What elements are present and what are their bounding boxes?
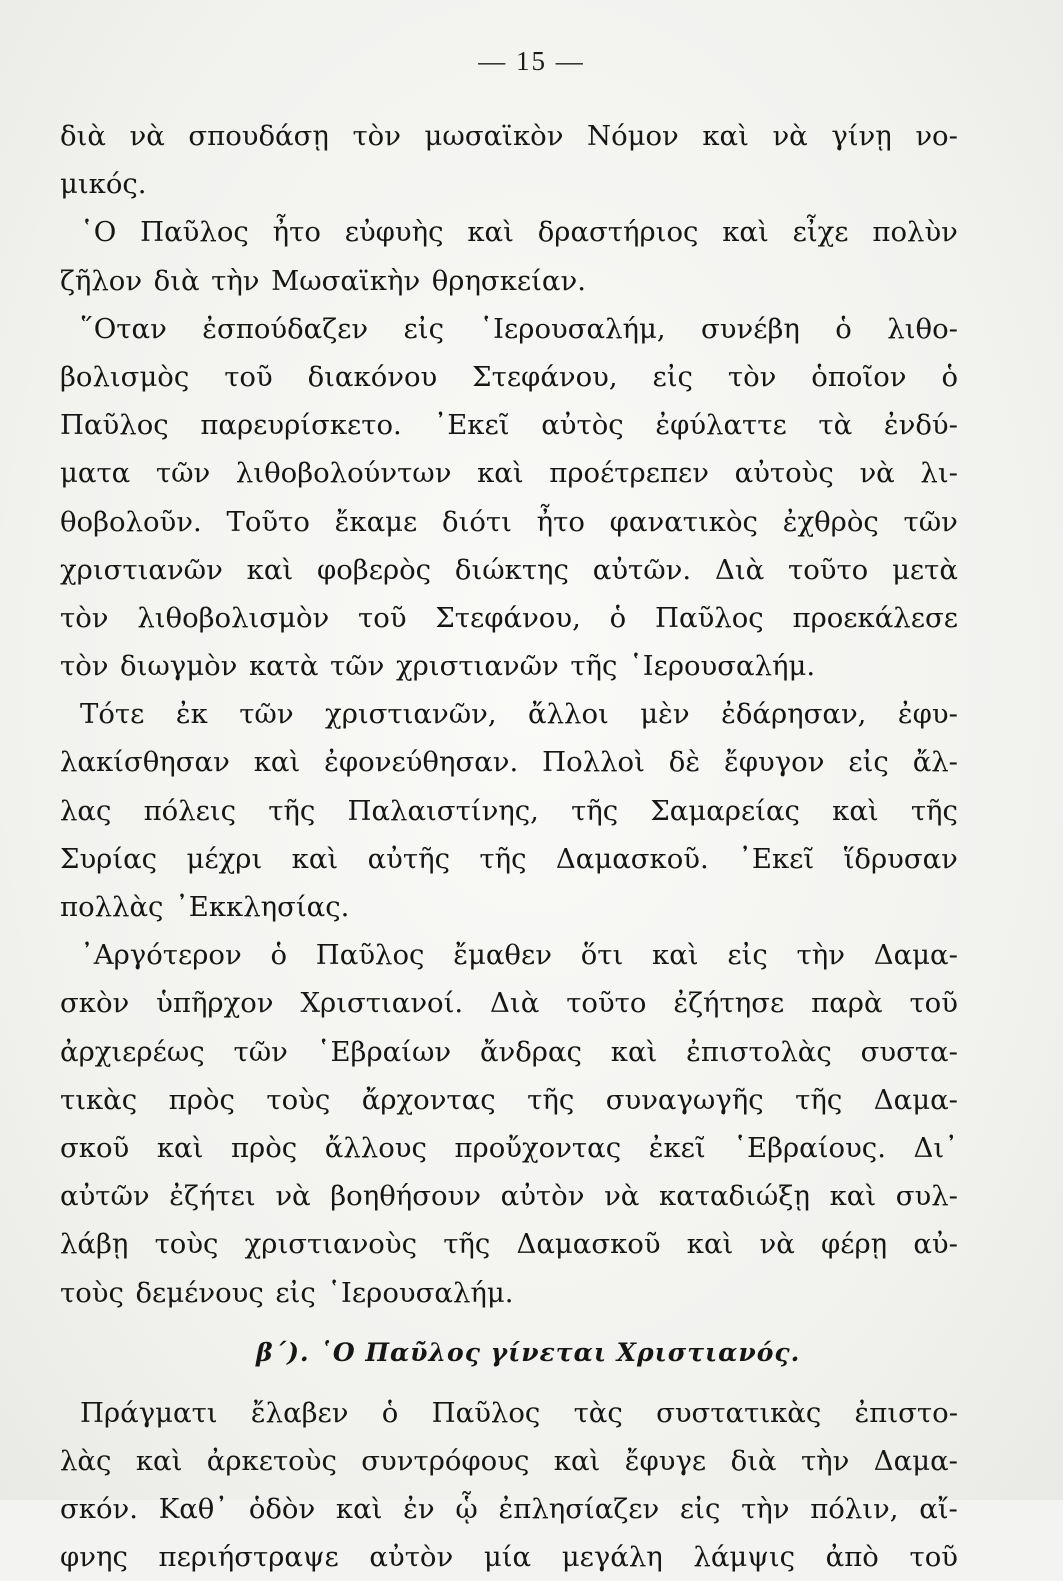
word: πόλιν, [810, 1493, 899, 1526]
word: ἄλλους [324, 1131, 427, 1164]
text-line [60, 546, 958, 594]
word: Παῦλος [140, 216, 249, 249]
text-line [60, 401, 958, 449]
word: φανατικὸς [609, 505, 758, 538]
word: λιθο- [887, 312, 958, 345]
text-line [60, 1533, 958, 1581]
word: εἰς [652, 360, 693, 393]
word: ἀρκετοὺς [206, 1444, 337, 1477]
text-line [60, 160, 958, 208]
word: μεγάλη [561, 1541, 663, 1574]
word: συναγωγῆς [605, 1083, 764, 1116]
word: ἐφύλαττε [655, 409, 787, 442]
word: ἐν [403, 1493, 435, 1526]
text-line [60, 690, 958, 738]
word: νὰ [759, 1228, 795, 1261]
word: Διὰ [490, 987, 540, 1020]
word: τῆς [443, 1228, 491, 1261]
text-line [60, 208, 958, 256]
word: Τοῦτο [226, 505, 310, 538]
word: τῶν [903, 505, 958, 538]
word: καὶ [246, 553, 294, 586]
word: ἔκαμε [334, 505, 418, 538]
word: περιήστραψε [158, 1541, 339, 1574]
word: καὶ [335, 1493, 383, 1526]
word: ῾Ιερουσαλήμ, [479, 312, 666, 345]
word: αὐ- [913, 1228, 958, 1261]
text-line [60, 1124, 958, 1172]
word: παρὰ [811, 987, 883, 1020]
text-line [60, 594, 958, 642]
text-section-before-heading [60, 112, 958, 1317]
word: τῆς [571, 794, 619, 827]
word: τὰ [818, 409, 853, 442]
word: ζῆλον [60, 264, 143, 297]
word: μὲν [640, 698, 690, 731]
word: ᾧ [455, 1493, 478, 1526]
section-heading: β΄). ῾Ο Παῦλος γίνεται Χριστιανός. [256, 1337, 801, 1367]
word: τὸν [352, 120, 401, 152]
text-line [60, 642, 958, 690]
word: Σαμαρείας [650, 794, 800, 827]
word: φοβερὸς [316, 553, 432, 586]
word: ὁ [270, 939, 287, 972]
word: ὁ [941, 360, 958, 393]
text-line [60, 449, 958, 497]
word: συνέβη [701, 312, 800, 345]
word: αὐτὸν [369, 1541, 454, 1574]
spacer [60, 1317, 958, 1327]
word: βολισμὸς [60, 360, 190, 393]
word: φνης [60, 1541, 128, 1574]
word: αὐτὸν [500, 1180, 585, 1213]
word: μικός. [60, 168, 147, 201]
word: θρησκείαν. [431, 264, 586, 297]
word: ᾿Εκεῖ [433, 409, 510, 442]
word: ἐφυ- [897, 698, 958, 731]
word: εἰς [275, 1276, 316, 1309]
word: πολὺν [872, 216, 958, 249]
word: προεκάλεσε [792, 601, 958, 634]
text-line [60, 1389, 958, 1437]
text-line [60, 498, 958, 546]
word: χριστιανῶν [395, 650, 559, 683]
text-line [60, 1172, 958, 1220]
word: καὶ [253, 746, 301, 779]
word: ὁ [609, 601, 627, 634]
word: σκὸν [60, 987, 130, 1020]
word: τῶν [330, 650, 385, 683]
word: πολλὰς [60, 891, 164, 923]
word: σπουδάσῃ [188, 120, 329, 152]
word: καὶ [610, 1035, 658, 1068]
word: ἵδρυσαν [843, 842, 958, 875]
word: Χριστιανοί. [300, 987, 464, 1020]
word: καὶ [467, 216, 514, 249]
word: διακόνου [307, 360, 438, 393]
word: νο- [915, 120, 958, 152]
word: ὁδὸν [248, 1493, 316, 1526]
word: Καθ᾿ [158, 1493, 229, 1526]
word: τοὺς [266, 1083, 331, 1116]
text-line [60, 1269, 958, 1317]
word: καὶ [477, 457, 524, 490]
word: Παῦλος [431, 1396, 541, 1429]
word: συλ- [895, 1180, 958, 1213]
word: εἰς [679, 1493, 721, 1526]
word: ἐχθρὸς [782, 505, 879, 538]
text-line [60, 257, 958, 305]
word: ἐνδύ- [883, 409, 958, 442]
word: καὶ [135, 1444, 183, 1477]
text-line [60, 1028, 958, 1076]
word: τῆς [795, 1083, 843, 1116]
word: βοηθήσουν [330, 1180, 481, 1213]
word: αὐτῶν [60, 1180, 150, 1213]
word: λας [60, 794, 112, 827]
word: χριστιανῶν, [325, 698, 497, 731]
word: κατὰ [248, 650, 319, 683]
text-line [60, 1076, 958, 1124]
text-line [60, 1220, 958, 1268]
word: τὴν [741, 1493, 790, 1526]
word: ἐκεῖ [648, 1131, 706, 1164]
word: ῾Ιερουσαλήμ. [327, 1276, 514, 1309]
word: αἴ- [919, 1493, 958, 1526]
word: ᾿Εκεῖ [738, 842, 815, 875]
word: ὑπῆρχον [156, 987, 274, 1020]
word: ἀρχιερέως [60, 1035, 205, 1068]
word: ἔφυγε [624, 1444, 707, 1477]
word: ἔλαβεν [250, 1396, 349, 1429]
word: τὸν [727, 360, 777, 393]
word: ἄλλοι [528, 698, 609, 731]
word: νὰ [859, 457, 895, 490]
page-number: — 15 — [478, 46, 585, 76]
word: τὴν [211, 264, 260, 297]
word: τοῦ [909, 987, 958, 1020]
body-text [60, 112, 958, 1581]
word: λάβῃ [60, 1228, 129, 1261]
word: τὸν [60, 650, 109, 683]
word: ῾Ιερουσαλήμ. [628, 650, 816, 683]
word: ῾Εβραίων [316, 1035, 452, 1068]
text-section-after-heading [60, 1389, 958, 1581]
word: καὶ [832, 794, 879, 827]
word: εἰς [403, 312, 444, 345]
word: διότι [442, 505, 512, 538]
word: τοὺς [60, 1276, 124, 1309]
word: ἔμαθεν [453, 939, 552, 972]
word: ἐδάρησαν, [721, 698, 867, 731]
word: ἄλ- [912, 746, 958, 779]
word: τῶν [239, 698, 294, 731]
word: καὶ [702, 120, 749, 152]
text-line [60, 979, 958, 1027]
word: καὶ [829, 1180, 877, 1213]
word: τῶν [233, 1035, 288, 1068]
word: νὰ [604, 1180, 640, 1213]
word: ὁποῖον [811, 360, 907, 393]
word: διὰ [60, 120, 106, 152]
word: ῾Εβραίους. [733, 1131, 886, 1164]
word: φέρῃ [820, 1228, 888, 1261]
word: καὶ [686, 1228, 734, 1261]
word: ἄρχοντας [361, 1083, 496, 1116]
word: τῶν [155, 457, 211, 490]
word: μετὰ [892, 553, 958, 586]
word: Διὰ [714, 553, 765, 586]
word: σκοῦ [60, 1131, 130, 1164]
word: ὅτι [580, 939, 624, 972]
spacer [60, 1379, 958, 1389]
word: Πολλοὶ [542, 746, 645, 779]
text-line [60, 353, 958, 401]
word: τὰς [573, 1396, 623, 1429]
text-line [60, 738, 958, 786]
word: Μωσαϊκὴν [271, 264, 421, 297]
word: ῾Ο [80, 216, 117, 249]
text-line [60, 835, 958, 883]
word: ἦτο [272, 216, 321, 249]
word: ἦτο [536, 505, 585, 538]
word: δραστήριος [537, 216, 699, 249]
word: λιθοβολούντων [235, 457, 452, 490]
word: αὐτοὺς [734, 457, 834, 490]
word: ἐπιστολὰς [686, 1035, 832, 1068]
word: αὐτῶν. [592, 553, 692, 586]
word: προὔχοντας [454, 1131, 622, 1164]
word: λι- [920, 457, 958, 490]
word: τὴν [800, 1444, 850, 1477]
word: εἰς [848, 746, 889, 779]
text-line [60, 112, 958, 160]
word: Δαμα- [873, 1444, 958, 1477]
word: μωσαϊκὸν [424, 120, 564, 152]
text-line [60, 787, 958, 835]
word: ὁ [835, 312, 852, 345]
word: δὲ [668, 746, 701, 779]
word: εὐφυὴς [344, 216, 444, 249]
text-line [60, 1437, 958, 1485]
word: δεμένους [135, 1276, 264, 1309]
text-line [60, 883, 958, 931]
word: λάμψις [693, 1541, 796, 1574]
word: τοῦ [909, 1541, 958, 1574]
word: πρὸς [230, 1131, 298, 1164]
word: Παῦλος [655, 601, 764, 634]
word: τῆς [570, 650, 618, 683]
word: διὰ [730, 1444, 777, 1477]
word: Παῦλος [315, 939, 425, 972]
word: ἄνδρας [479, 1035, 582, 1068]
word: ῞Οταν [80, 312, 167, 345]
word: καὶ [652, 939, 699, 972]
word: λακίσθησαν [60, 746, 230, 779]
word: αὐτῆς [367, 842, 450, 875]
word: Παῦλος [60, 409, 169, 442]
word: Δαμασκοῦ [516, 1228, 661, 1261]
word: τοῦτο [787, 553, 869, 586]
word: ἐζήτει [169, 1180, 256, 1213]
word: μία [483, 1541, 532, 1574]
word: διωγμὸν [120, 650, 238, 683]
word: γίνῃ [831, 120, 892, 152]
word: μέχρι [186, 842, 263, 875]
word: καταδιώξῃ [659, 1180, 810, 1213]
word: λὰς [60, 1444, 112, 1477]
word: νὰ [275, 1180, 311, 1213]
word: τὴν [796, 939, 845, 972]
word: καὶ [722, 216, 769, 249]
word: νὰ [129, 120, 165, 152]
word: νὰ [772, 120, 808, 152]
word: Παλαιστίνης, [347, 794, 539, 827]
word: καὶ [291, 842, 339, 875]
word: τῆς [479, 842, 527, 875]
word: πόλεις [143, 794, 237, 827]
word: τοὺς [154, 1228, 219, 1261]
text-line [60, 931, 958, 979]
word: Δαμα- [873, 939, 958, 972]
word: λιθοβολισμὸν [137, 601, 330, 634]
word: Στεφάνου, [435, 601, 581, 634]
word: Δαμα- [873, 1083, 958, 1116]
word: ἐζήτησε [673, 987, 785, 1020]
word: ἐφονεύθησαν. [324, 746, 519, 779]
word: σκόν. [60, 1493, 138, 1526]
word: χριστιανοὺς [244, 1228, 417, 1261]
word: τὸν [60, 601, 109, 634]
word: εἶχε [792, 216, 849, 249]
word: αὐτὸς [541, 409, 624, 442]
word: τικὰς [60, 1083, 138, 1116]
word: ᾿Αργότερον [80, 939, 242, 972]
word: συστατικὰς [656, 1396, 822, 1429]
word: ἐσπούδαζεν [202, 312, 369, 345]
word: συντρόφους [361, 1444, 530, 1477]
word: Δαμασκοῦ. [555, 842, 709, 875]
word: Συρίας [60, 842, 158, 875]
word: Πράγματι [80, 1396, 218, 1429]
word: ὁ [381, 1396, 399, 1429]
word: Δι᾿ [913, 1131, 958, 1164]
word: ἔφυγον [724, 746, 825, 779]
word: τοῦτο [566, 987, 647, 1020]
word: Νόμον [587, 120, 679, 152]
word: ἐκ [175, 698, 208, 731]
word: ἐπλησίαζεν [498, 1493, 660, 1526]
word: διὰ [153, 264, 200, 297]
word: εἰς [727, 939, 768, 972]
word: παρευρίσκετο. [200, 409, 402, 442]
word: τῆς [268, 794, 316, 827]
word: τοῦ [224, 360, 273, 393]
word: τῆς [527, 1083, 575, 1116]
word: τοῦ [358, 601, 407, 634]
word: Στεφάνου, [472, 360, 618, 393]
text-line [60, 1485, 958, 1533]
word: καὶ [156, 1131, 204, 1164]
word: ἐπιστο- [854, 1396, 958, 1429]
word: διώκτης [454, 553, 569, 586]
word: ματα [60, 457, 131, 490]
word: ἀπὸ [825, 1541, 879, 1574]
text-line [60, 305, 958, 353]
word: συστα- [860, 1035, 958, 1068]
word: τῆς [910, 794, 958, 827]
word: προέτρεπεν [549, 457, 709, 490]
word: Τότε [80, 698, 145, 731]
word: πρὸς [168, 1083, 235, 1116]
word: χριστιανῶν [60, 553, 223, 586]
word: καὶ [553, 1444, 601, 1477]
word: ᾿Εκκλησίας. [175, 891, 350, 923]
word: θοβολοῦν. [60, 505, 202, 538]
